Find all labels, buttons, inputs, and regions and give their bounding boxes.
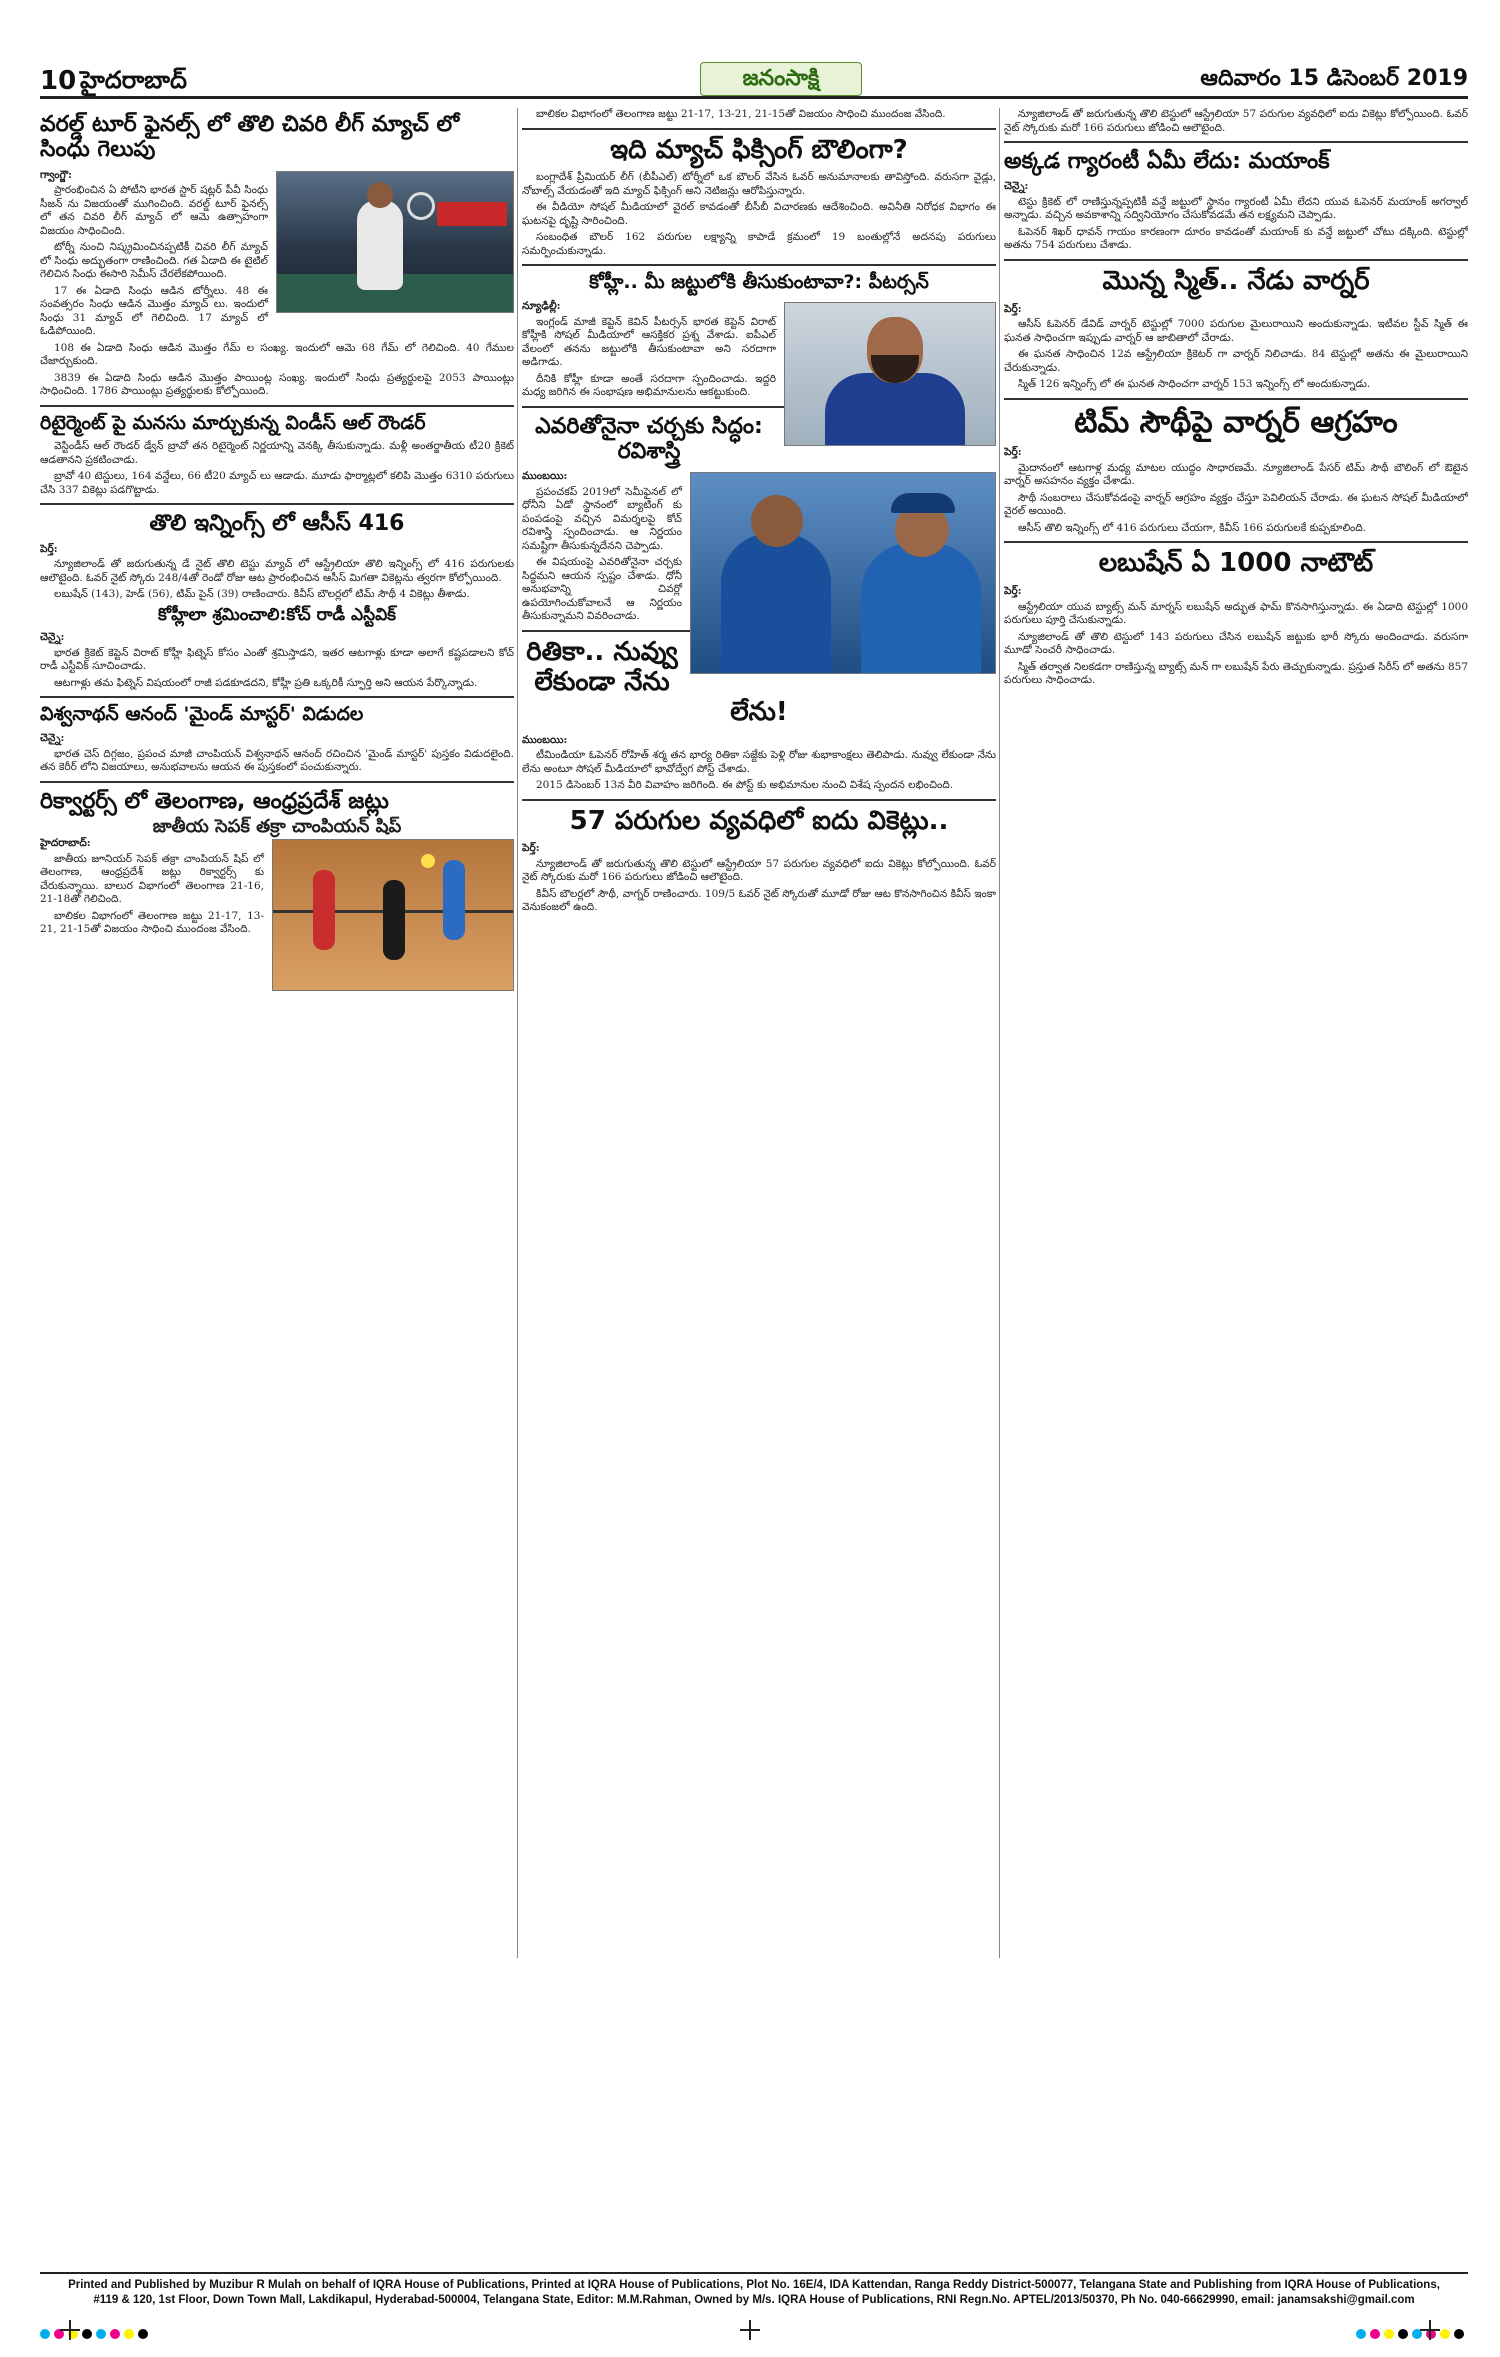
registration-dot (1454, 2329, 1464, 2339)
dateline: పెర్త్: (1004, 446, 1022, 459)
paragraph: ఓపెనర్ శిఖర్ ధావన్ గాయం కారణంగా దూరం కావడంతో మయాంక్ కు వన్డే జట్టులో చోటు దక్కింది. టెస్టుల్లో అతను 754 పరుగులు చేశాడు. (1004, 225, 1468, 252)
registration-dot (1440, 2329, 1450, 2339)
headline-pietersen: కోహ్లీ.. మీ జట్టులోకి తీసుకుంటావా?: పీటర్సన్ (589, 271, 929, 294)
kohli-photo (784, 302, 996, 446)
dateline: చెన్నై: (1004, 180, 1029, 193)
article-aus416 (40, 543, 514, 602)
dateline: ముంబయి: (522, 733, 568, 746)
dateline: హైదరాబాద్: (40, 837, 91, 850)
paragraph: ఆటగాళ్లు తమ ఫిట్నెస్ విషయంలో రాజీ పడకూడదని, కోహ్లీ ప్రతి ఒక్కరికీ స్ఫూర్తి అని ఆయన పేర్కొన్నాడు. (54, 676, 478, 689)
headline-match-fixing: ఇది మ్యాచ్ ఫిక్సింగ్ బౌలింగా? (610, 134, 908, 165)
paragraph: ఇంగ్లండ్ మాజీ కెప్టెన్ కెవిన్ పీటర్సన్ భారత కెప్టెన్ విరాట్ కోహ్లీకి సోషల్ మీడియాలో ఆసక్తికర ప్రశ్న వేశాడు. ఐపీఎల్ వేలంలో తనను జట్టులోకి తీసుకుంటావా అని సరదాగా అడిగాడు. (522, 315, 776, 369)
sindhu-badminton-photo (276, 171, 514, 313)
color-registration-left (40, 2324, 152, 2343)
paragraph: భారత చెస్ దిగ్గజం, ప్రపంచ మాజీ చాంపియన్ విశ్వనాథన్ ఆనంద్ రచించిన 'మైండ్ మాస్టర్' పుస్తకం విడుదలైంది. తన కెరీర్ లోని విజయాలు, అనుభవాలను ఆయన ఈ పుస్తకంలో పంచుకున్నారు. (40, 747, 514, 774)
paragraph: సంబంధిత బౌలర్ 162 పరుగుల లక్ష్యాన్ని కాపాడే క్రమంలో 19 బంతుల్లోనే అదనపు పరుగులు సమర్పించుకున్నాడు. (522, 231, 996, 257)
headline-southee: టిమ్ సౌథీపై వార్నర్ ఆగ్రహం (1074, 404, 1398, 440)
article-continuation (522, 108, 996, 122)
paragraph: స్మిత్ తర్వాత నిలకడగా రాణిస్తున్న బ్యాట్స్ మన్ గా లబుషేన్ పేరు తెచ్చుకున్నాడు. ప్రస్తుత సిరీస్ లో అతను 857 పరుగులు సాధించాడు. (1004, 660, 1468, 687)
paragraph: న్యూజిలాండ్ తో తొలి టెస్టులో 143 పరుగులు చేసిన లబుషేన్ జట్టుకు భారీ స్కోరు అందించాడు. వరుసగా మూడో సెంచరీ సాధించాడు. (1004, 630, 1468, 657)
headline-coach: కోహ్లీలా శ్రమించాలి:కోచ్ రాడీ ఎస్టీవిక్ (157, 604, 397, 625)
article-mayank (1004, 180, 1468, 253)
registration-dot (96, 2329, 106, 2339)
paragraph: న్యూజిలాండ్ తో జరుగుతున్న తొలి టెస్టులో ఆస్ట్రేలియా 57 పరుగుల వ్యవధిలో ఐదు వికెట్లు కోల్పోయింది. ఓవర్ నైట్ స్కోరుకు మరో 166 పరుగులు జోడించి ఆలౌటైంది. (522, 857, 996, 884)
paragraph: బంగ్లాదేశ్ ప్రీమియర్ లీగ్ (బీపీఎల్) టోర్నీలో ఒక బౌలర్ వేసిన ఓవర్ అనుమానాలకు తావిస్తోంది. వరుసగా వైడ్లు, నోబాల్స్ వేయడంతో ఇది మ్యాచ్ ఫిక్సింగ్ అని నెటిజన్లు ఆరోపిస్తున్నారు. (522, 171, 996, 197)
color-registration-right (1356, 2324, 1468, 2343)
dateline: చెన్నై: (40, 631, 65, 644)
headline-labuschagne: లబుషేన్ ఏ 1000 నాటౌట్ (1098, 548, 1374, 579)
paragraph: ప్రపంచకప్ 2019లో సెమీఫైనల్ లో ధోనీని ఏడో స్థానంలో బ్యాటింగ్ కు పంపడంపై వచ్చిన విమర్శలపై కోచ్ రవిశాస్త్రి స్పందించాడు. ఆ నిర్ణయం సమష్టిగా తీసుకున్నదేనని చెప్పాడు. (522, 485, 682, 552)
headline-anand: విశ్వనాథన్ ఆనంద్ 'మైండ్ మాస్టర్' విడుదల (40, 703, 364, 726)
article-five-wickets (522, 842, 996, 915)
paragraph: సౌథీ సంబరాలు చేసుకోవడంపై వార్నర్ ఆగ్రహం వ్యక్తం చేస్తూ పెవిలియన్ చేరాడు. ఈ ఘటన సోషల్ మీడియాలో వైరల్ అయింది. (1004, 491, 1468, 518)
article-continuation (1004, 108, 1468, 135)
crop-mark-icon (740, 2320, 760, 2340)
article-labuschagne (1004, 585, 1468, 688)
dateline: ముంబయి: (522, 470, 568, 483)
issue-date: ఆదివారం 15 డిసెంబర్ 2019 (1200, 66, 1468, 91)
dateline: పెర్త్: (1004, 302, 1022, 315)
paragraph: టోర్నీ నుంచి నిష్క్రమించినప్పటికీ చివరి లీగ్ మ్యాచ్ లో సింధు అద్భుతంగా రాణించింది. గత ఏడాది ఈ టైటిల్ గెలిచిన సింధు ఈసారి సెమీస్ చేరలేకపోయింది. (40, 241, 268, 281)
paragraph: బాలికల విభాగంలో తెలంగాణ జట్టు 21-17, 13-21, 21-15తో విజయం సాధించి ముందంజ వేసింది. (40, 909, 264, 936)
headline-five-wickets: 57 పరుగుల వ్యవధిలో ఐదు వికెట్లు.. (569, 805, 949, 836)
registration-dot (1356, 2329, 1366, 2339)
paragraph: ఆసీస్ ఓపెనర్ డేవిడ్ వార్నర్ టెస్టుల్లో 7000 పరుగుల మైలురాయిని అందుకున్నాడు. ఇటీవల స్టీవ్ స్మిత్ ఈ ఘనత సాధించగా ఇప్పుడు వార్నర్ ఆ జాబితాలో చేరాడు. (1004, 318, 1468, 344)
registration-dot (1384, 2329, 1394, 2339)
imprint-line (40, 2272, 1468, 2308)
dateline: పెర్త్: (522, 842, 540, 855)
column-rule (999, 108, 1000, 1958)
registration-dot (40, 2329, 50, 2339)
headline-retirement: రిటైర్మెంట్ పై మనసు మార్చుకున్న విండీస్ ఆల్ రౌండర్ (40, 411, 426, 434)
dateline: న్యూఢిల్లీ: (522, 300, 561, 313)
dateline: పెర్త్: (40, 542, 58, 555)
paragraph: బ్రావో 40 టెస్టులు, 164 వన్డేలు, 66 టీ20 మ్యాచ్ లు ఆడాడు. మూడు ఫార్మాట్లలో కలిపి మొత్తం 6310 పరుగులు చేసి 337 వికెట్లు పడగొట్టాడు. (40, 470, 514, 496)
column-rule (517, 108, 518, 1958)
paragraph: ఈ వీడియో సోషల్ మీడియాలో వైరల్ కావడంతో బీసీబీ విచారణకు ఆదేశించింది. అవినీతి నిరోధక విభాగం ఈ ఘటనపై దృష్టి సారించింది. (522, 201, 996, 227)
paragraph: 108 ఈ ఏడాది సింధు ఆడిన మొత్తం గేమ్ ల సంఖ్య. ఇందులో ఆమె 68 గేమ్ లో గెలిచింది. 40 గేముల చేజార్చుకుంది. (40, 341, 514, 368)
column-right (1004, 108, 1468, 1963)
dateline: పెర్త్: (1004, 585, 1022, 598)
article-smith-warner (1004, 303, 1468, 392)
article-match-fixing (522, 171, 996, 258)
dhoni-shastri-photo (690, 472, 996, 674)
paragraph: ఆసీస్ తొలి ఇన్నింగ్స్ లో 416 పరుగులు చేయగా, కివీస్ 166 పరుగులకే కుప్పకూలింది. (1018, 521, 1367, 534)
registration-dot (82, 2329, 92, 2339)
dateline: గ్వాంగ్జౌ: (40, 168, 72, 181)
article-rithika (522, 734, 996, 793)
crop-mark-icon (1420, 2320, 1440, 2340)
paragraph: మైదానంలో ఆటగాళ్ల మధ్య మాటల యుద్ధం సాధారణమే. న్యూజిలాండ్ పేసర్ టిమ్ సౌథీ బౌలింగ్ లో ఔటైన వార్నర్ అసహనం వ్యక్తం చేశాడు. (1004, 461, 1468, 488)
column-middle (522, 108, 996, 1963)
paragraph: ఆస్ట్రేలియా యువ బ్యాట్స్ మన్ మార్నస్ లబుషేన్ అద్భుత ఫామ్ కొనసాగిస్తున్నాడు. ఈ ఏడాది టెస్టుల్లో 1000 పరుగులు పూర్తి చేసుకున్నాడు. (1004, 600, 1468, 627)
paragraph: 3839 ఈ ఏడాది సింధు ఆడిన మొత్తం పాయింట్ల సంఖ్య. ఇందులో సింధు ప్రత్యర్థులపై 2053 పాయింట్లు సాధించింది. 1786 పాయింట్లు ప్రత్యర్థులకు కోల్పోయింది. (40, 371, 514, 398)
masthead (40, 62, 1468, 99)
headline-aus416: తొలి ఇన్నింగ్స్ లో ఆసీస్ 416 (149, 511, 405, 537)
registration-dot (138, 2329, 148, 2339)
sepak-takraw-photo (272, 839, 514, 991)
paragraph: వెస్టిండీస్ ఆల్ రౌండర్ డ్వేన్ బ్రావో తన రిటైర్మెంట్ నిర్ణయాన్ని వెనక్కి తీసుకున్నాడు. మళ్లీ అంతర్జాతీయ టీ20 క్రికెట్ ఆడతానని ప్రకటించాడు. (40, 440, 514, 466)
paragraph: 17 ఈ ఏడాది సింధు ఆడిన టోర్నీలు. 48 ఈ సంవత్సరం సింధు ఆడిన మొత్తం మ్యాచ్ లు. ఇందులో సింధు 31 మ్యాచ్ లో గెలిచింది. 17 మ్యాచ్ లో ఓడిపోయింది. (40, 284, 268, 338)
paragraph: బాలికల విభాగంలో తెలంగాణ జట్టు 21-17, 13-21, 21-15తో విజయం సాధించి ముందంజ వేసింది. (536, 108, 946, 120)
registration-dot (124, 2329, 134, 2339)
subheadline-sepak: జాతీయ సెపక్ తక్రా చాంపియన్ షిప్ (152, 815, 402, 837)
article-anand (40, 732, 514, 775)
paragraph: ఈ విషయంపై ఎవరితోనైనా చర్చకు సిద్ధమని ఆయన స్పష్టం చేశాడు. ధోనీ అనుభవాన్ని చివర్లో ఉపయోగించుకోవాలనే ఆ నిర్ణయం తీసుకున్నామని వివరించాడు. (522, 556, 682, 623)
paragraph: లబుషేన్ (143), హెడ్ (56), టిమ్ పైన్ (39) రాణించారు. కివీస్ బౌలర్లలో టిమ్ సౌథీ 4 వికెట్లు తీశాడు. (54, 588, 470, 601)
registration-dot (110, 2329, 120, 2339)
paragraph: న్యూజిలాండ్ తో జరుగుతున్న డే నైట్ తొలి టెస్టు మ్యాచ్ లో ఆస్ట్రేలియా తొలి ఇన్నింగ్స్ లో 416 పరుగులకు ఆలౌటైంది. ఓవర్ నైట్ స్కోరు 248/4తో రెండో రోజు ఆట ప్రారంభించిన ఆసీస్ మిగతా వికెట్లను త్వరగా కోల్పోయింది. (40, 558, 514, 584)
imprint-line-1: Printed and Published by Muzibur R Mulah on behalf of IQRA House of Publications, Printed at IQRA House of Publications, Plot No. 16E/4, IDA Kattendan, Ranga Reddy District-500077, Telangana State and Publishing from IQRA House of Publications, (68, 2279, 1440, 2291)
article-retirement (40, 440, 514, 497)
page-number: 10 (40, 66, 77, 96)
paragraph: ఈ ఘనత సాధించిన 12వ ఆస్ట్రేలియా క్రికెటర్ గా వార్నర్ నిలిచాడు. 84 టెస్టుల్లో అతను ఈ మైలురాయిని చేరుకున్నాడు. (1004, 348, 1468, 374)
paragraph: కివీస్ బౌలర్లలో సౌథీ, వాగ్నర్ రాణించారు. 109/5 ఓవర్ నైట్ స్కోరుతో మూడో రోజు ఆట కొనసాగించిన కివీస్ ఇంకా వెనుకంజలో ఉంది. (522, 887, 996, 914)
headline-shastri: ఎవరితోనైనా చర్చకు సిద్ధం: రవిశాస్త్రి (535, 413, 763, 465)
article-coach (40, 631, 514, 690)
headline-sepak: రిక్వార్టర్స్ లో తెలంగాణ, ఆంధ్రప్రదేశ్ జట్లు (40, 788, 389, 814)
paragraph: స్మిత్ 126 ఇన్నింగ్స్ లో ఈ ఘనత సాధించగా వార్నర్ 153 ఇన్నింగ్స్ లో అందుకున్నాడు. (1018, 378, 1371, 391)
paragraph: భారత క్రికెట్ కెప్టెన్ విరాట్ కోహ్లీ ఫిట్నెస్ కోసం ఎంతో శ్రమిస్తాడని, ఇతర ఆటగాళ్లు కూడా అలాగే కష్టపడాలని కోచ్ రాడీ ఎస్టీవిక్ సూచించాడు. (40, 646, 514, 673)
article-southee (1004, 446, 1468, 535)
dateline: చెన్నై: (40, 732, 65, 745)
headline-smith-warner: మొన్న స్మిత్.. నేడు వార్నర్ (1102, 265, 1370, 296)
column-left (40, 108, 514, 1963)
paragraph: 2015 డిసెంబర్ 13న వీరి వివాహం జరిగింది. ఈ పోస్ట్ కు అభిమానుల నుంచి విశేష స్పందన లభించింది. (536, 779, 954, 791)
paragraph: జాతీయ జూనియర్ సెపక్ తక్రా చాంపియన్ షిప్ లో తెలంగాణ, ఆంధ్రప్రదేశ్ జట్లు రిక్వార్టర్స్ కు చేరుకున్నాయి. బాలుర విభాగంలో తెలంగాణ 21-16, 21-18తో గెలిచింది. (40, 852, 264, 906)
headline-mayank: అక్కడ గ్యారంటీ ఏమీ లేదు: మయాంక్ (1004, 149, 1330, 174)
headline-rithika: రితికా.. నువ్వు లేకుండా నేను లేను! (526, 636, 788, 727)
headline-sindhu: వరల్డ్ టూర్ ఫైనల్స్ లో తొలి చివరి లీగ్ మ్యాచ్ లో సింధు గెలుపు (40, 112, 460, 163)
paragraph: ప్రారంభించిన ఏ పోటీని భారత స్టార్ షట్లర్ పీవీ సింధు సీజన్ ను విజయంతో ముగించింది. వరల్డ్ టూర్ ఫైనల్స్ లో తన చివరి లీగ్ మ్యాచ్ లో ఆమె ఉత్సాహంగా విజయం సాధించింది. (40, 184, 268, 237)
paragraph: దీనికి కోహ్లీ కూడా అంతే సరదాగా స్పందించాడు. ఇద్దరి మధ్య జరిగిన ఈ సంభాషణ అభిమానులను ఆకట్టుకుంది. (522, 372, 776, 399)
edition-city: హైదరాబాద్ (80, 66, 187, 94)
paragraph: టీమిండియా ఓపెనర్ రోహిత్ శర్మ తన భార్య రితికా సజ్దేకు పెళ్లి రోజు శుభాకాంక్షలు తెలిపాడు. నువ్వు లేకుండా నేను లేను అంటూ సోషల్ మీడియాలో భావోద్వేగ పోస్ట్ చేశాడు. (522, 749, 996, 775)
registration-dot (1370, 2329, 1380, 2339)
crop-mark-icon (60, 2320, 80, 2340)
newspaper-logo: జనంసాక్షి (700, 62, 862, 96)
imprint-line-2: #119 & 120, 1st Floor, Down Town Mall, Lakdikapul, Hyderabad-500004, Telangana State, Editor: M.M.Rahman, Owned by M/s. IQRA House of Publications, RNI Regn.No. APTEL/2013/50370, Ph No. 040-66629990, email: janamsakshi@gmail.com (93, 2294, 1415, 2306)
registration-dot (1398, 2329, 1408, 2339)
paragraph: టెస్టు క్రికెట్ లో రాణిస్తున్నప్పటికీ వన్డే జట్టులో స్థానం గ్యారంటీ ఏమీ లేదని యువ ఓపెనర్ మయాంక్ అగర్వాల్ అన్నాడు. వచ్చిన అవకాశాన్ని సద్వినియోగం చేసుకోవడమే తన లక్ష్యమని చెప్పాడు. (1004, 195, 1468, 222)
paragraph: న్యూజిలాండ్ తో జరుగుతున్న తొలి టెస్టులో ఆస్ట్రేలియా 57 పరుగుల వ్యవధిలో ఐదు వికెట్లు కోల్పోయింది. ఓవర్ నైట్ స్కోరుకు మరో 166 పరుగులు జోడించి ఆలౌటైంది. (1004, 108, 1468, 134)
